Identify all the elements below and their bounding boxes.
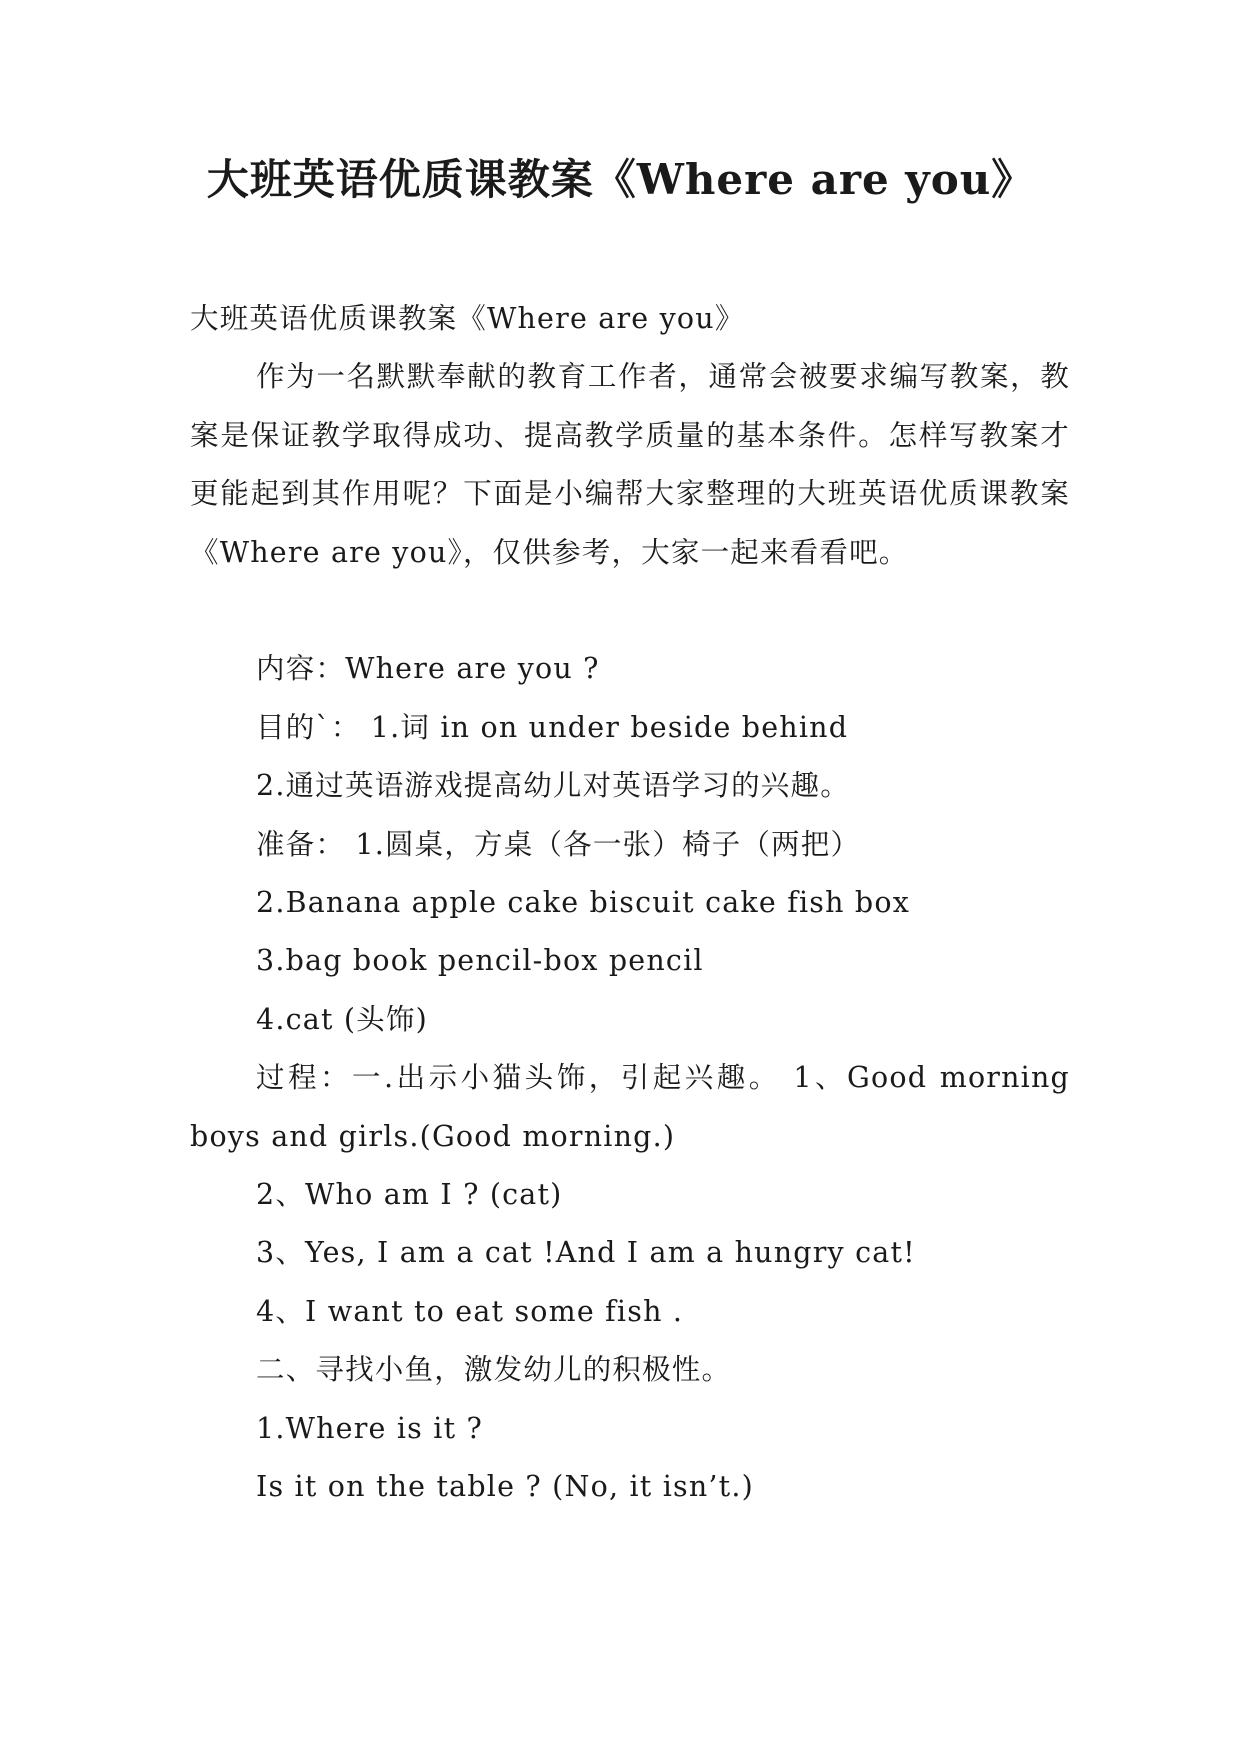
prep-line: 准备： 1.圆桌，方桌（各一张）椅子（两把）: [256, 827, 861, 861]
process-step-4: 4、I want to eat some fish .: [256, 1294, 684, 1328]
process-step-3: 3、Yes, I am a cat !And I am a hungry cat!: [256, 1236, 916, 1270]
process-line: 过程：一.出示小猫头饰，引起兴趣。 1、Good morning boys and girls.(Good morning.): [190, 1061, 1070, 1153]
intro-heading: 大班英语优质课教案《Where are you》: [190, 302, 745, 335]
goal-line-2: 2.通过英语游戏提高幼儿对英语学习的兴趣。: [256, 769, 850, 803]
section-two-step-1: 1.Where is it ?: [256, 1411, 483, 1445]
content-line: 内容：Where are you ?: [256, 652, 600, 686]
document-title: 大班英语优质课教案《Where are you》: [206, 155, 1035, 204]
process-step-2: 2、Who am I ? (cat): [256, 1178, 563, 1212]
intro-paragraph: 作为一名默默奉献的教育工作者，通常会被要求编写教案，教案是保证教学取得成功、提高教学质量的基本条件。怎样写教案才更能起到其作用呢？下面是小编帮大家整理的大班英语优质课教案《Where are you》，仅供参考，大家一起来看看吧。: [190, 360, 1070, 569]
goal-line: 目的`： 1.词 in on under beside behind: [256, 710, 849, 744]
paragraph-spacer: [190, 582, 1070, 640]
document-body: [190, 290, 1070, 1517]
section-two-question: Is it on the table ? (No, it isn’t.): [256, 1470, 754, 1504]
prep-line-4: 4.cat (头饰): [256, 1002, 428, 1036]
prep-line-3: 3.bag book pencil-box pencil: [256, 944, 704, 978]
prep-line-2: 2.Banana apple cake biscuit cake fish box: [256, 886, 911, 920]
section-two-heading: 二、寻找小鱼，激发幼儿的积极性。: [256, 1353, 732, 1387]
